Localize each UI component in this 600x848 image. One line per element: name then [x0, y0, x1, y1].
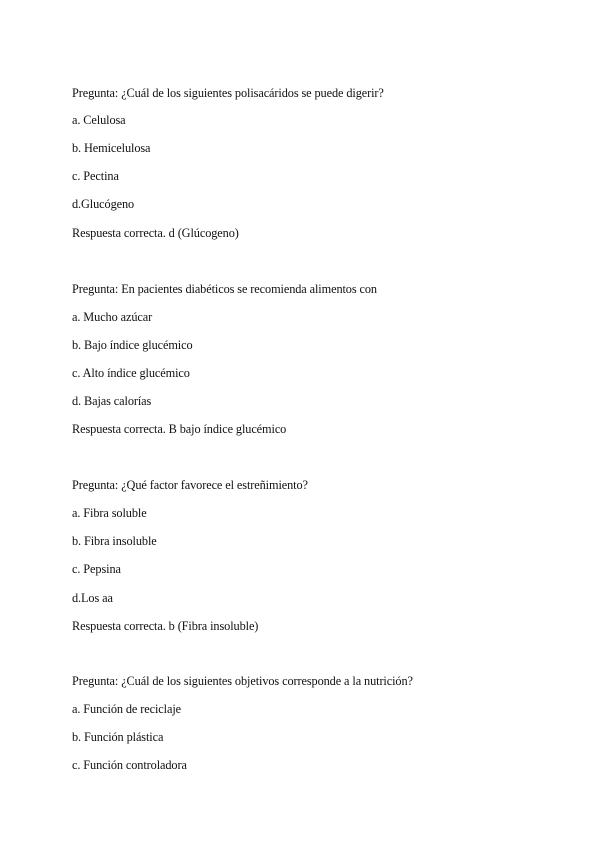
question-4-option-a: a. Función de reciclaje: [72, 702, 182, 716]
question-1-option-a: a. Celulosa: [72, 113, 126, 127]
question-3-option-d: d.Los aa: [72, 591, 113, 605]
question-1-option-c: c. Pectina: [72, 169, 119, 183]
question-4-option-b: b. Función plástica: [72, 730, 164, 744]
question-3-text: Pregunta: ¿Qué factor favorece el estreñimiento?: [72, 478, 308, 492]
question-4-option-c: c. Función controladora: [72, 758, 187, 772]
question-2-option-c: c. Alto índice glucémico: [72, 366, 190, 380]
question-2-answer: Respuesta correcta. B bajo índice glucémico: [72, 422, 287, 436]
question-1-option-d: d.Glucógeno: [72, 197, 135, 211]
question-1-answer: Respuesta correcta. d (Glúcogeno): [72, 226, 239, 240]
question-1-option-b: b. Hemicelulosa: [72, 141, 151, 155]
question-2-option-b: b. Bajo índice glucémico: [72, 338, 193, 352]
question-3-answer: Respuesta correcta. b (Fibra insoluble): [72, 619, 259, 633]
question-2-option-a: a. Mucho azúcar: [72, 310, 153, 324]
question-3-option-a: a. Fibra soluble: [72, 506, 147, 520]
question-2-text: Pregunta: En pacientes diabéticos se recomienda alimentos con: [72, 282, 377, 296]
question-1-text: Pregunta: ¿Cuál de los siguientes polisacáridos se puede digerir?: [72, 86, 384, 100]
question-4-text: Pregunta: ¿Cuál de los siguientes objetivos corresponde a la nutrición?: [72, 674, 413, 688]
question-3-option-c: c. Pepsina: [72, 562, 121, 576]
question-2-option-d: d. Bajas calorías: [72, 394, 152, 408]
question-3-option-b: b. Fibra insoluble: [72, 534, 157, 548]
